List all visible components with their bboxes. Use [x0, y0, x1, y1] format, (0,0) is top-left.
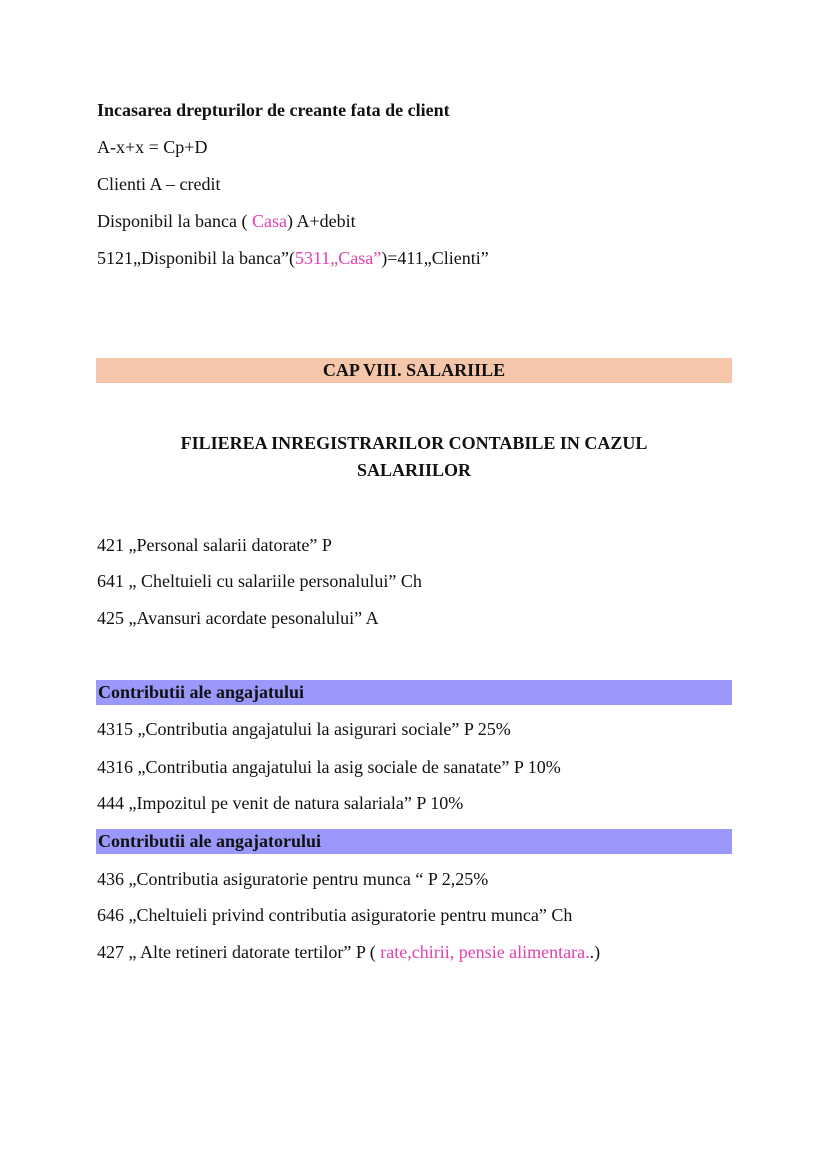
account-line: 444 „Impozitul pe venit de natura salariala” P 10% [97, 793, 464, 813]
employee-heading: Contributii ale angajatului [96, 680, 732, 705]
account-line [97, 941, 600, 963]
text-line: Clienti A – credit [97, 174, 221, 194]
highlighted-text: Casa [251, 211, 287, 231]
chapter-heading: CAP VIII. SALARIILE [96, 358, 732, 383]
title-line-1: FILIEREA INREGISTRARILOR CONTABILE IN CAZUL [180, 433, 648, 453]
account-line: 425 „Avansuri acordate pesonalului” A [97, 608, 379, 628]
text-line [97, 210, 356, 232]
account-line: 421 „Personal salarii datorate” P [97, 535, 332, 555]
text-segment: .) [589, 942, 601, 962]
section-heading: Incasarea drepturilor de creante fata de client [97, 100, 450, 120]
text-segment: ) A+debit [286, 211, 356, 231]
text-segment: 5121„Disponibil la banca”( [97, 248, 295, 268]
account-line: 641 „ Cheltuieli cu salariile personalului” Ch [97, 571, 422, 591]
text-segment: )=411„Clienti” [381, 248, 489, 268]
text-line [97, 247, 489, 269]
account-line: 646 „Cheltuieli privind contributia asiguratorie pentru munca” Ch [97, 905, 573, 925]
highlighted-text: rate,chirii, pensie alimentara. [380, 942, 590, 962]
account-line: 4315 „Contributia angajatului la asigurari sociale” P 25% [97, 719, 511, 739]
account-line: 4316 „Contributia angajatului la asig sociale de sanatate” P 10% [97, 757, 561, 777]
employer-heading: Contributii ale angajatorului [96, 829, 732, 854]
text-segment: Disponibil la banca ( [97, 211, 252, 231]
text-segment: 427 „ Alte retineri datorate tertilor” P ( [97, 942, 381, 962]
equation-line: A-x+x = Cp+D [97, 137, 208, 157]
highlighted-text: 5311„Casa” [294, 248, 382, 268]
account-line: 436 „Contributia asiguratorie pentru munca “ P 2,25% [97, 869, 489, 889]
title-line-2: SALARIILOR [356, 460, 472, 480]
